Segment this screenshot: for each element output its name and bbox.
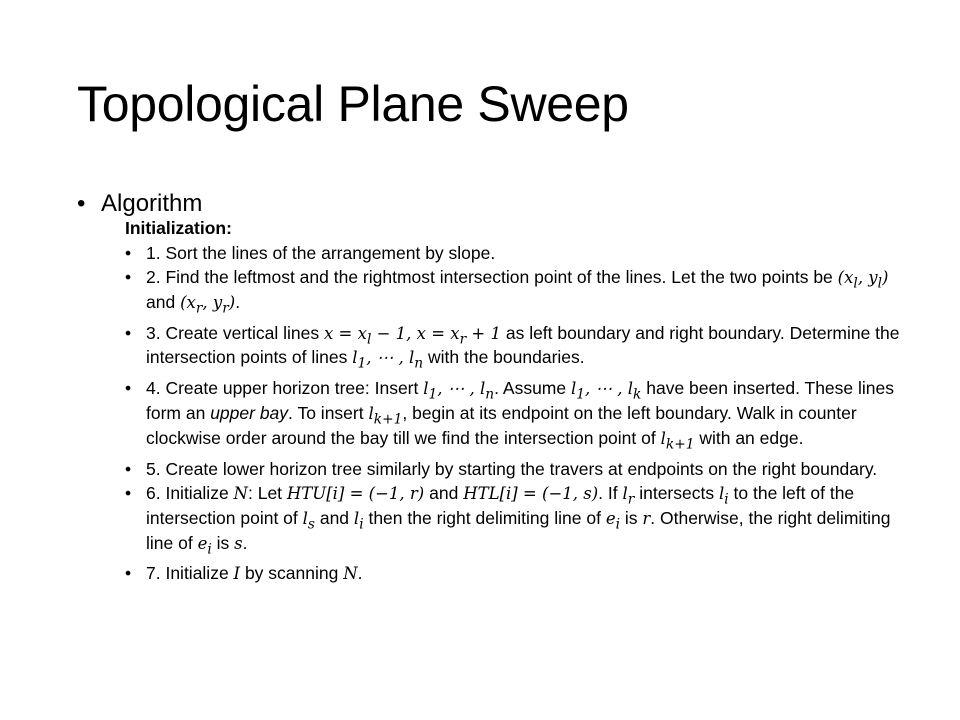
math-expression: $l_i$ bbox=[718, 484, 729, 508]
math-expression: r bbox=[642, 508, 651, 528]
bullet-dot: • bbox=[77, 190, 86, 217]
list-item: • 1. Sort the lines of the arrangement by slope. bbox=[125, 244, 905, 263]
math-expression: HTU[i] = (−1, r) bbox=[286, 484, 425, 504]
list-item: • 5. Create lower horizon tree similarly by starting the travers at endpoints on the right boundary. bbox=[125, 460, 905, 479]
math-expression: $l_s$ bbox=[302, 508, 315, 533]
list-item: • 7. Initialize I by scanning N. bbox=[125, 564, 905, 584]
math-expression: $e_i$ bbox=[197, 533, 212, 557]
step-list bbox=[125, 244, 905, 584]
math-expression: I bbox=[233, 564, 241, 584]
math-expression: $l_i$ bbox=[353, 508, 364, 533]
math-expression: N bbox=[343, 564, 358, 584]
math-expression: HTL[i] = (−1, s) bbox=[463, 484, 599, 504]
math-expression: s bbox=[234, 533, 243, 553]
slide-title: Topological Plane Sweep bbox=[77, 76, 629, 132]
math-expression: $l_{k+1}$ bbox=[368, 403, 403, 428]
list-item: • 3. Create vertical lines $x = x_l - 1$, $x = x_r + 1$ as left boundary and right boundary. Determine the intersection points of lines $l_1$, ⋯ , $l_n$ with the boundaries. bbox=[125, 324, 905, 374]
math-expression: $l_1$, ⋯ , $l_n$ bbox=[423, 379, 495, 403]
math-expression: N bbox=[233, 484, 248, 504]
list-item: • 6. Initialize N: Let HTU[i] = (−1, r) and HTL[i] = (−1, s). If $l_r$ intersects $l_i$ to the left of the intersection point of $l_s$ and $l_i$ then the right delimiting line of $e_i$ is r. Otherwise, the right delimiting line of $e_i$ is s. bbox=[125, 484, 905, 558]
subheading: Initialization: bbox=[125, 218, 232, 238]
math-expression: $x = x_l - 1$, $x = x_r + 1$ bbox=[324, 323, 501, 347]
emphasis-text: upper bay bbox=[210, 402, 289, 423]
list-item: • 4. Create upper horizon tree: Insert $l_1$, ⋯ , $l_n$. Assume $l_1$, ⋯ , $l_k$ have been inserted. These lines form an upper bay. To insert $l_{k+1}$, begin at its endpoint on the left boundary. Walk in counter clockwise order around the bay till we find the intersection point of $l_{k+1}$ with an edge. bbox=[125, 379, 905, 453]
math-expression: $e_i$ bbox=[605, 508, 620, 533]
math-expression: ($x_l$, $y_l$) bbox=[837, 268, 889, 292]
slide-body bbox=[125, 219, 905, 590]
math-expression: $l_1$, ⋯ , $l_k$ bbox=[570, 379, 642, 403]
list-item: • 2. Find the leftmost and the rightmost intersection point of the lines. Let the two points be ($x_l$, $y_l$) and ($x_r$, $y_r$). bbox=[125, 268, 905, 318]
math-expression: ($x_r$, $y_r$) bbox=[180, 292, 236, 317]
math-expression: $l_r$ bbox=[622, 484, 635, 508]
bullet-label: Algorithm bbox=[101, 190, 203, 217]
math-expression: $l_{k+1}$ bbox=[660, 428, 695, 453]
math-expression: $l_1$, ⋯ , $l_n$ bbox=[352, 348, 424, 372]
